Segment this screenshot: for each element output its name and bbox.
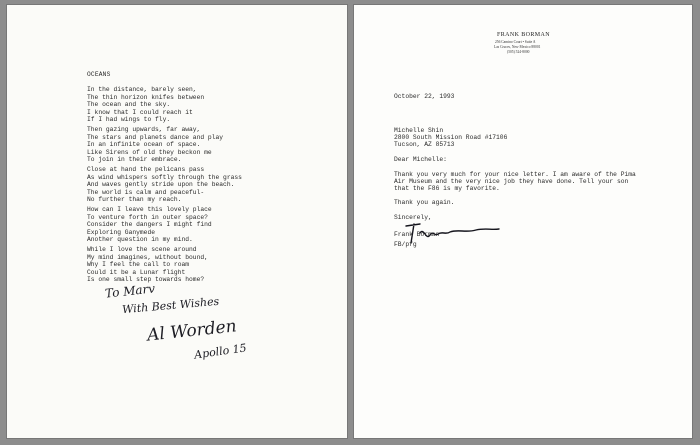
poem-line: To venture forth in outer space? [87, 213, 208, 221]
recipient-city: Tucson, AZ 85713 [394, 141, 455, 148]
thanks-line: Thank you again. [394, 199, 455, 206]
poem-line: If I had wings to fly. [87, 116, 171, 124]
inscription-signature: Al Worden [146, 316, 238, 346]
recipient-street: 2800 South Mission Road #17106 [394, 134, 508, 141]
poem-line: While I love the scene around [87, 246, 197, 253]
inscription-wishes: With Best Wishes [121, 294, 220, 317]
poem-line: In an infinite ocean of space. [87, 141, 201, 149]
letter-page [354, 5, 692, 438]
salutation: Dear Michelle: [394, 156, 447, 163]
poem-line: The stars and planets dance and play [87, 133, 224, 141]
letterhead-name: FRANK BORMAN [497, 32, 550, 38]
poem-title: OCEANS [87, 71, 111, 78]
poem-stanza-1 [87, 86, 327, 124]
poem-line: Why I feel the call to roam [87, 261, 190, 269]
inscription-to: To Marv [104, 281, 156, 301]
poem-line: To join in their embrace. [87, 156, 182, 164]
poem-stanza-2 [87, 126, 327, 164]
letterhead-address-1: 256 Camino Court • Suite A [495, 40, 536, 44]
body-line: that the F86 is my favorite. [394, 185, 500, 192]
poem-line: How can I leave this lovely place [87, 206, 212, 213]
poem-line: Another question in my mind. [87, 236, 193, 244]
body-line: Thank you very much for your nice letter. I am aware of the Pima [394, 171, 636, 178]
poem-line: My mind imagines, without bound, [87, 253, 208, 261]
poem-line: Consider the dangers I might find [87, 221, 212, 229]
poem-line: Then gazing upwards, far away, [87, 126, 201, 133]
poem-stanza-4 [87, 206, 327, 244]
poem-line: And waves gently stride upon the beach. [87, 181, 235, 189]
poem-line: In the distance, barely seen, [87, 86, 197, 93]
poem-line: Like Sirens of old they beckon me [87, 148, 212, 156]
poem-line: I know that I could reach it [87, 108, 193, 116]
poem-line: The ocean and the sky. [87, 101, 171, 109]
letterhead-address-2: Las Cruces, New Mexico 88001 [494, 45, 541, 49]
poem-line: As wind whispers softly through the grass [87, 173, 242, 181]
poem-line: The thin horizon knifes between [87, 93, 205, 101]
closing: Sincerely, [394, 214, 432, 221]
poem-line: Exploring Ganymede [87, 228, 156, 236]
signer-typed-name: Frank Borman [394, 231, 440, 238]
poem-line: No further than my reach. [87, 196, 182, 204]
reference-initials: FB/pfg [394, 241, 417, 248]
poem-stanza-3 [87, 166, 327, 204]
recipient-name: Michelle Shin [394, 127, 444, 134]
poem-line: Close at hand the pelicans pass [87, 166, 205, 173]
poem-page [7, 5, 347, 438]
poem-line: The world is calm and peaceful- [87, 188, 205, 196]
poem-stanza-5 [87, 246, 327, 284]
inscription-mission: Apollo 15 [193, 341, 248, 362]
body-line: Air Museum and the very nice job they have done. Tell your son [394, 178, 629, 185]
poem-line: Is one small step towards home? [87, 276, 205, 284]
letter-date: October 22, 1993 [394, 93, 455, 100]
poem-line: Could it be a Lunar flight [87, 268, 186, 276]
letterhead-phone: (505) 524-8000 [507, 50, 530, 54]
